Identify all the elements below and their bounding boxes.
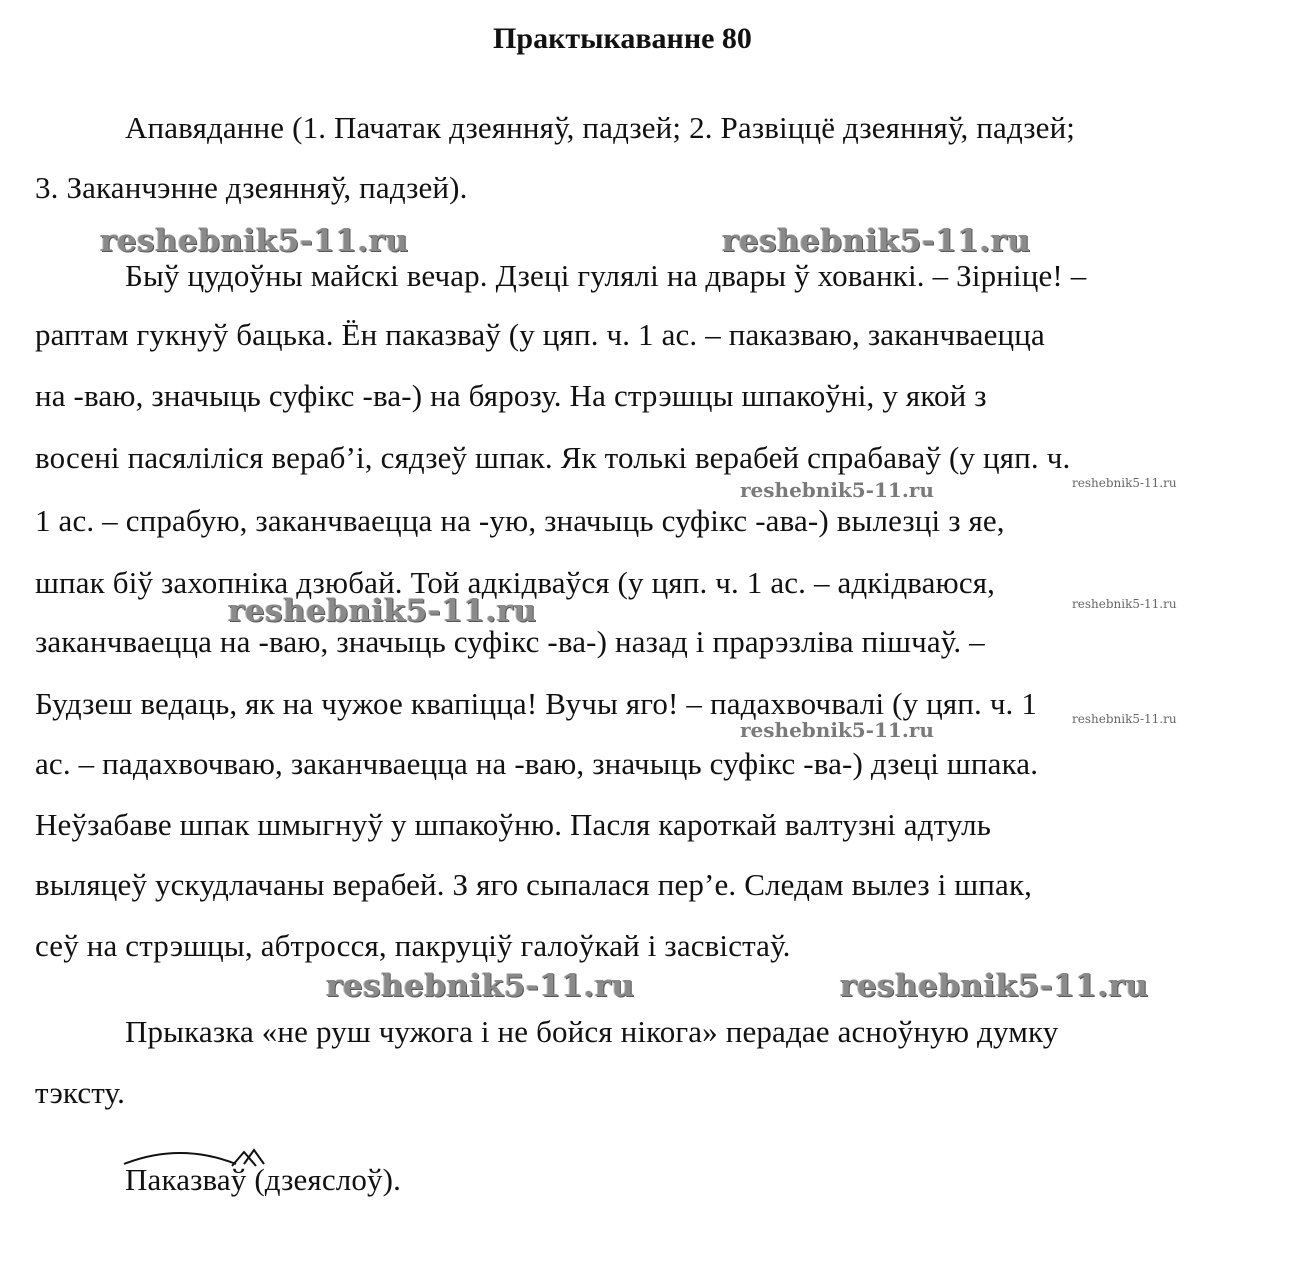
paragraph-line: Будзеш ведаць, як на чужое квапіцца! Вучы яго! – падахвочвалі (у цяп. ч. 1 bbox=[35, 686, 1038, 721]
paragraph-line: восені пасяліліся вераб’і, сядзеў шпак. Як толькі верабей спрабаваў (у цяп. ч. bbox=[35, 440, 1071, 475]
paragraph-line: ас. – падахвочваю, заканчваецца на -ваю, значыць суфікс -ва-) дзеці шпака. bbox=[35, 746, 1039, 781]
page-title: Практыкаванне 80 bbox=[493, 22, 752, 55]
watermark: reshebnik5-11.ru bbox=[100, 223, 409, 259]
paragraph-line: выляцеў ускудлачаны верабей. З яго сыпалася пер’е. Следам вылез і шпак, bbox=[35, 867, 1033, 902]
watermark: reshebnik5-11.ru bbox=[722, 223, 1031, 259]
paragraph-line: сеў на стрэшцы, абтросся, пакруціў галоўкай і засвістаў. bbox=[35, 928, 791, 963]
watermark: reshebnik5-11.ru bbox=[228, 593, 537, 629]
watermark: reshebnik5-11.ru bbox=[840, 968, 1149, 1004]
watermark: reshebnik5-11.ru bbox=[1072, 597, 1177, 611]
paragraph-line: 1 ас. – спрабую, заканчваецца на -ую, значыць суфікс -ава-) вылезці з яе, bbox=[35, 503, 1005, 538]
paragraph-line: 3. Заканчэнне дзеянняў, падзей). bbox=[35, 170, 468, 205]
paragraph-line: Прыказка «не руш чужога і не бойся нікога» перадае асноўную думку bbox=[125, 1014, 1059, 1049]
paragraph-line: тэксту. bbox=[35, 1075, 126, 1110]
watermark: reshebnik5-11.ru bbox=[1072, 712, 1177, 726]
paragraph-line: Паказваў (дзеяслоў). bbox=[125, 1162, 402, 1197]
watermark: reshebnik5-11.ru bbox=[1072, 476, 1177, 490]
paragraph-line: Неўзабаве шпак шмыгнуў у шпакоўню. Пасля кароткай валтузні адтуль bbox=[35, 807, 992, 842]
watermark: reshebnik5-11.ru bbox=[740, 478, 934, 502]
paragraph-line: на -ваю, значыць суфікс -ва-) на бярозу. На стрэшцы шпакоўні, у якой з bbox=[35, 378, 987, 413]
watermark: reshebnik5-11.ru bbox=[326, 968, 635, 1004]
paragraph-line: раптам гукнуў бацька. Ён паказваў (у цяп. ч. 1 ас. – паказваю, заканчваецца bbox=[35, 317, 1045, 352]
paragraph-line: шпак біў захопніка дзюбай. Той адкідваўся (у цяп. ч. 1 ас. – адкідваюся, bbox=[35, 565, 996, 600]
watermark: reshebnik5-11.ru bbox=[740, 718, 934, 742]
paragraph-line: Апавяданне (1. Пачатак дзеянняў, падзей; 2. Развіццё дзеянняў, падзей; bbox=[125, 110, 1076, 145]
paragraph-line: Быў цудоўны майскі вечар. Дзеці гулялі на двары ў хованкі. – Зірніце! – bbox=[125, 258, 1087, 293]
paragraph-line: заканчваецца на -ваю, значыць суфікс -ва-) назад і прарэзліва пішчаў. – bbox=[35, 624, 985, 659]
